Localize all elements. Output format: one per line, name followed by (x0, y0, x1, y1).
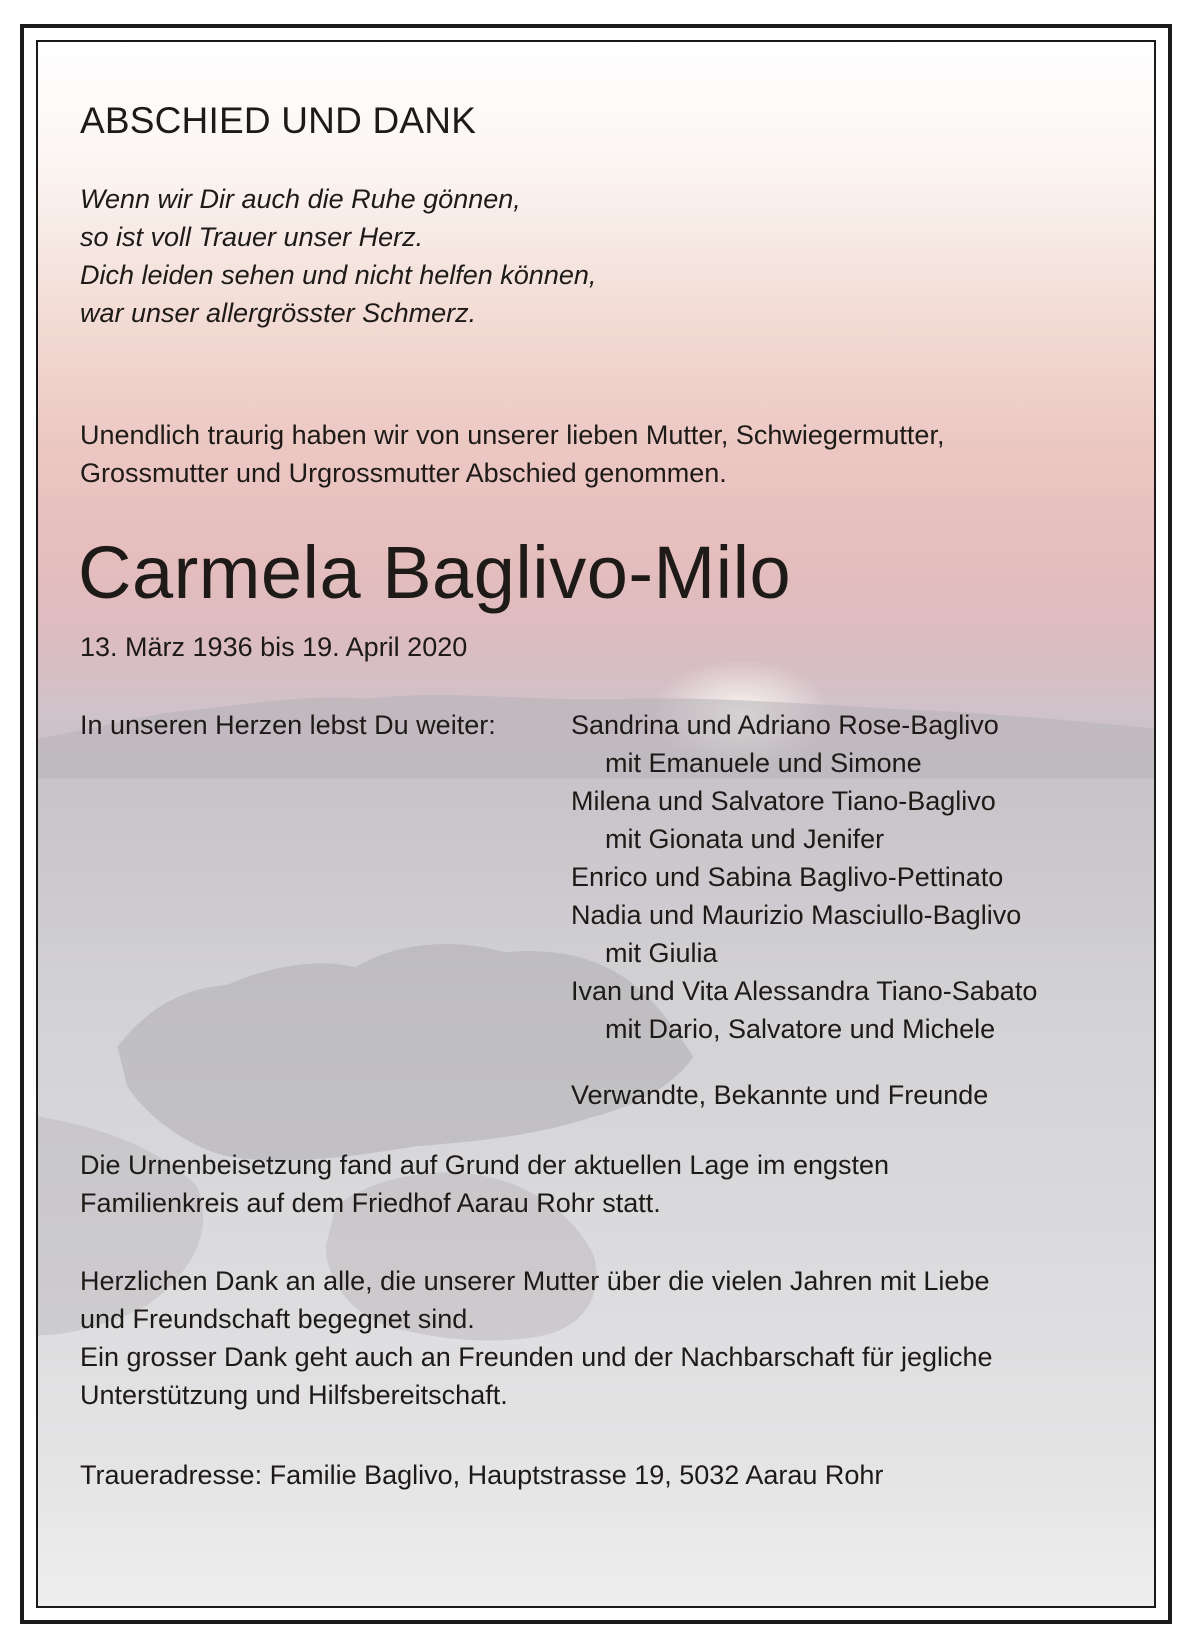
thanks-line: und Freundschaft begegnet sind. (80, 1304, 475, 1334)
mourner-children: mit Gionata und Jenifer (605, 824, 885, 854)
mourner-family: Nadia und Maurizio Masciullo-Baglivo (571, 900, 1022, 930)
poem-line: war unser allergrösster Schmerz. (80, 298, 477, 328)
intro-text (80, 416, 944, 492)
thanks-line: Herzlichen Dank an alle, die unserer Mutter über die vielen Jahren mit Liebe (80, 1266, 990, 1296)
burial-line: Die Urnenbeisetzung fand auf Grund der aktuellen Lage im engsten (80, 1150, 890, 1180)
thanks-line: Ein grosser Dank geht auch an Freunden und der Nachbarschaft für jegliche (80, 1342, 993, 1372)
mourners-list (571, 706, 1037, 1114)
thanks-line: Unterstützung und Hilfsbereitschaft. (80, 1380, 508, 1410)
poem-line: Wenn wir Dir auch die Ruhe gönnen, (80, 184, 521, 214)
mourner-family: Milena und Salvatore Tiano-Baglivo (571, 786, 996, 816)
mourner-family: Sandrina und Adriano Rose-Baglivo (571, 710, 999, 740)
mourners-label: In unseren Herzen lebst Du weiter: (80, 710, 496, 740)
deceased-name: Carmela Baglivo-Milo (78, 531, 792, 614)
burial-notice (80, 1146, 889, 1222)
mourner-others: Verwandte, Bekannte und Freunde (571, 1080, 989, 1110)
intro-line: Grossmutter und Urgrossmutter Abschied genommen. (80, 458, 727, 488)
outer-frame (20, 24, 1172, 1624)
poem-block (80, 180, 596, 332)
intro-line: Unendlich traurig haben wir von unserer lieben Mutter, Schwiegermutter, (80, 420, 945, 450)
poem-line: so ist voll Trauer unser Herz. (80, 222, 424, 252)
mourning-address: Traueradresse: Familie Baglivo, Hauptstrasse 19, 5032 Aarau Rohr (80, 1460, 884, 1490)
mourner-children: mit Giulia (605, 938, 718, 968)
mourner-family: Enrico und Sabina Baglivo-Pettinato (571, 862, 1004, 892)
inner-frame (36, 40, 1156, 1608)
obituary-content (38, 42, 1154, 1606)
mourner-children: mit Emanuele und Simone (605, 748, 922, 778)
life-dates: 13. März 1936 bis 19. April 2020 (80, 632, 468, 662)
mourner-children: mit Dario, Salvatore und Michele (605, 1014, 996, 1044)
thanks-text (80, 1262, 993, 1414)
mourner-family: Ivan und Vita Alessandra Tiano-Sabato (571, 976, 1038, 1006)
page-title: ABSCHIED UND DANK (80, 100, 477, 141)
burial-line: Familienkreis auf dem Friedhof Aarau Rohr statt. (80, 1188, 661, 1218)
poem-line: Dich leiden sehen und nicht helfen können, (80, 260, 597, 290)
